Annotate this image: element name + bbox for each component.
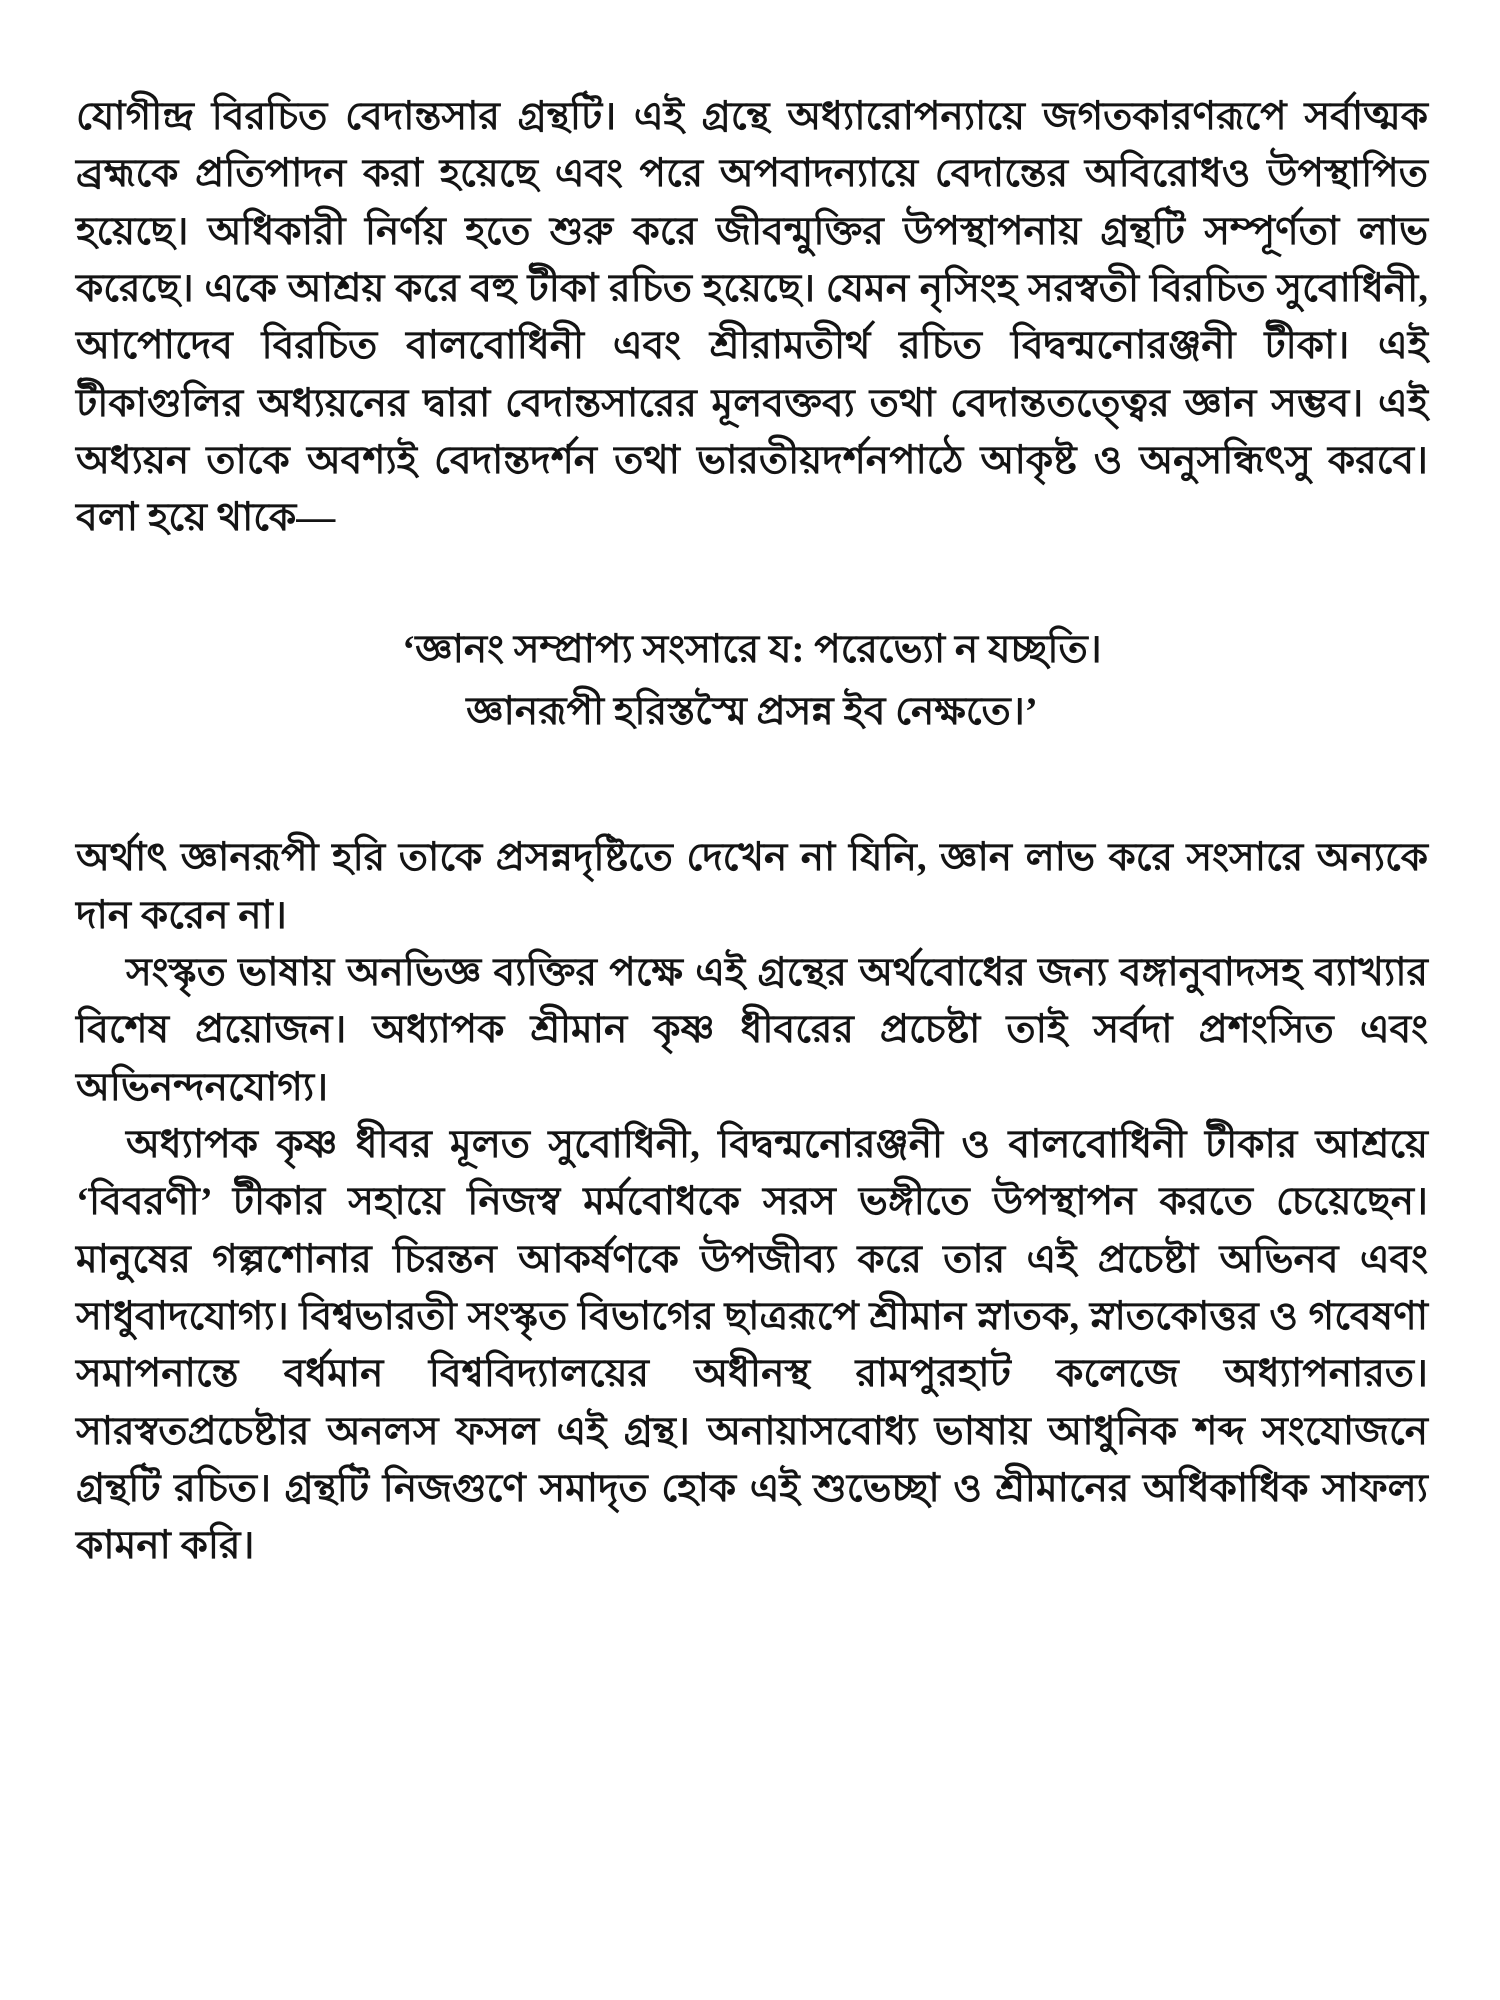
verse-line-2: জ্ঞানরূপী হরিস্তস্মৈ প্রসন্ন ইব নেক্ষতে।’ <box>466 690 1038 734</box>
paragraph-book-description: যোগীন্দ্র বিরচিত বেদান্তসার গ্রন্থটি। এই গ্রন্থে অধ্যারোপন্যায়ে জগতকারণরূপে সর্বাত্মক ব্রহ্মকে প্রতিপাদন করা হয়েছে এবং পরে অপবাদন্যায়ে বেদান্তের অবিরোধও উপস্থাপিত হয়েছে। অধিকারী নির্ণয় হতে শুরু করে জীবন্মুক্তির উপস্থাপনায় গ্রন্থটি সম্পূর্ণতা লাভ করেছে। একে আশ্রয় করে বহু টীকা রচিত হয়েছে। যেমন নৃসিংহ সরস্বতী বিরচিত সুবোধিনী, আপোদেব বিরচিত বালবোধিনী এবং শ্রীরামতীর্থ রচিত বিদ্বন্মনোরঞ্জনী টীকা। এই টীকাগুলির অধ্যয়নের দ্বারা বেদান্তসারের মূলবক্তব্য তথা বেদান্ততত্ত্বের জ্ঞান সম্ভব। এই অধ্যয়ন তাকে অবশ্যই বেদান্তদর্শন তথা ভারতীয়দর্শনপাঠে আকৃষ্ট ও অনুসন্ধিৎসু করবে। বলা হয়ে থাকে— <box>76 95 1428 540</box>
sanskrit-verse <box>76 619 1428 744</box>
paragraph-author-praise: অধ্যাপক কৃষ্ণ ধীবর মূলত সুবোধিনী, বিদ্বন্মনোরঞ্জনী ও বালবোধিনী টীকার আশ্রয়ে ‘বিবরণী’ টীকার সহায়ে নিজস্ব মর্মবোধকে সরস ভঙ্গীতে উপস্থাপন করতে চেয়েছেন। মানুষের গল্পশোনার চিরন্তন আকর্ষণকে উপজীব্য করে তার এই প্রচেষ্টা অভিনব এবং সাধুবাদযোগ্য। বিশ্বভারতী সংস্কৃত বিভাগের ছাত্ররূপে শ্রীমান স্নাতক, স্নাতকোত্তর ও গবেষণা সমাপনান্তে বর্ধমান বিশ্ববিদ্যালয়ের অধীনস্থ রামপুরহাট কলেজে অধ্যাপনারত। সারস্বতপ্রচেষ্টার অনলস ফসল এই গ্রন্থ। অনায়াসবোধ্য ভাষায় আধুনিক শব্দ সংযোজনে গ্রন্থটি রচিত। গ্রন্থটি নিজগুণে সমাদৃত হোক এই শুভেচ্ছা ও শ্রীমানের অধিকাধিক সাফল্য কামনা করি। <box>76 1123 1428 1568</box>
verse-line-1: ‘জ্ঞানং সম্প্রাপ্য সংসারে য: পরেভ্যো ন যচ্ছতি। <box>402 627 1102 671</box>
paragraph-translation-need: সংস্কৃত ভাষায় অনভিজ্ঞ ব্যক্তির পক্ষে এই গ্রন্থের অর্থবোধের জন্য বঙ্গানুবাদসহ ব্যাখ্যার বিশেষ প্রয়োজন। অধ্যাপক শ্রীমান কৃষ্ণ ধীবরের প্রচেষ্টা তাই সর্বদা প্রশংসিত এবং অভিনন্দনযোগ্য। <box>76 951 1428 1109</box>
paragraph-verse-meaning: অর্থাৎ জ্ঞানরূপী হরি তাকে প্রসন্নদৃষ্টিতে দেখেন না যিনি, জ্ঞান লাভ করে সংসারে অন্যকে দান করেন না। <box>76 836 1428 937</box>
